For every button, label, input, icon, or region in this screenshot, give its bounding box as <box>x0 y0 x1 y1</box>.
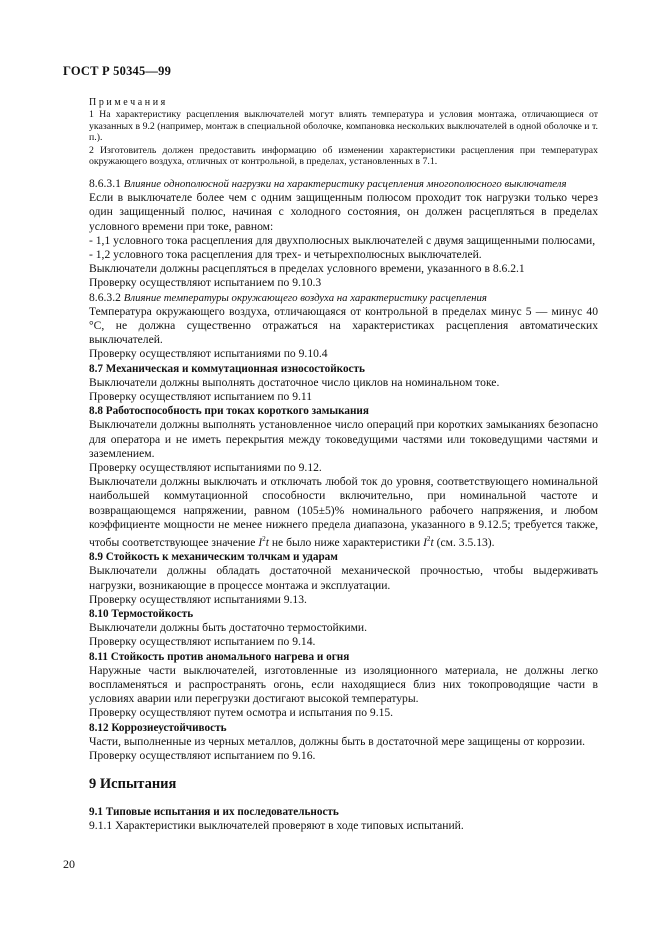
section-812-p2: Проверку осуществляют испытанием по 9.16. <box>89 748 316 762</box>
section-89-title: 8.9 Стойкость к механическим толчкам и ударам <box>89 551 338 564</box>
section-87-p1: Выключатели должны выполнять достаточное число циклов на номинальном токе. <box>89 375 500 389</box>
section-8631-item-2: - 1,2 условного тока расцепления для трех- и четырехполюсных выключателей. <box>89 247 482 261</box>
section-8631-p1: Если в выключателе более чем с одним защищенным полюсом проходит ток нагрузки только через один защищенный полюс, начиная с холодного состояния, он должен расцепляться в пределах условного времени при токе, равном: <box>89 191 598 233</box>
section-8632-heading <box>89 291 598 305</box>
page-number: 20 <box>63 857 75 871</box>
section-88-title: 8.8 Работоспособность при токах короткого замыкания <box>89 405 369 418</box>
section-87-p2: Проверку осуществляют испытанием по 9.11 <box>89 390 313 404</box>
section-811-p2: Проверку осуществляют путем осмотра и испытания по 9.15. <box>89 706 394 720</box>
section-88-p3-part-e: (см. 3.5.13). <box>436 535 495 549</box>
section-88-p3-t2: t <box>430 535 434 549</box>
section-89-p2: Проверку осуществляют испытаниями 9.13. <box>89 592 307 606</box>
section-88-p2: Проверку осуществляют испытаниями по 9.12. <box>89 461 322 475</box>
note-1: 1 На характеристику расцепления выключателей могут влиять температура и условия монтажа, отличающиеся от указанных в 9.2 (например, монтаж в специальной оболочке, компановка нескольких выключателей в одной оболочке и т. п.). <box>89 109 598 144</box>
section-8631-title: Влияние однополюсной нагрузки на характеристику расцепления многополюсного выключателя <box>123 177 567 190</box>
section-8632-p1: Температура окружающего воздуха, отличающаяся от контрольной в пределах минус 5 — минус 40 °С, не должна существенно отражаться на характеристиках расцепления автоматических выключателей. <box>89 304 598 347</box>
section-88-p3-t1: t <box>265 535 269 549</box>
notes-title: Примечания <box>89 97 168 108</box>
page-content <box>89 97 598 834</box>
section-8632-number: 8.6.3.2 <box>89 290 121 304</box>
section-8631-p3: Проверку осуществляют испытанием по 9.10.3 <box>89 276 322 290</box>
section-811-p1: Наружные части выключателей, изготовленные из изоляционного материала, не должны легко воспламеняться и распространять огонь, если находящиеся близ них токопроводящие части в условиях аварии или перегрузки достигают высокой температуры. <box>89 663 598 706</box>
section-810-p2: Проверку осуществляют испытанием по 9.14. <box>89 635 316 649</box>
section-88-p1: Выключатели должны выполнять установленное число операций при коротких замыканиях безопасно для оператора и не иметь перекрытия между токоведущими частями или токоведущими частями и заземлением. <box>89 418 598 460</box>
section-87-title: 8.7 Механическая и коммутационная износостойкость <box>89 362 365 375</box>
section-91-title: 9.1 Типовые испытания и их последовательность <box>89 806 339 819</box>
section-9-title: 9 Испытания <box>89 776 177 793</box>
section-810-title: 8.10 Термостойкость <box>89 607 194 620</box>
section-88-p3: Выключатели должны выключать и отключать любой ток до уровня, соответствующего номинальной наибольшей коммутационной способности включительно, при номинальной частоте и возвращающемся напряжении, равном (105±5)% номинального рабочего напряжения, и любом коэффициенте мощности не менее нижнего предела диапазона, указанного в 9.12.5; требуется также, чтобы соответствующее значение $I^2t$ не было ниже характеристики $I^2t$ (см. 3.5.13). <box>89 475 598 549</box>
section-8631-p2: Выключатели должны расцепляться в пределах условного времени, указанного в 8.6.2.1 <box>89 262 525 276</box>
section-811-title: 8.11 Стойкость против аномального нагрева и огня <box>89 650 350 663</box>
note-2: 2 Изготовитель должен предоставить информацию об изменении характеристики расцепления при температурах окружающего воздуха, отличных от контрольной, в пределах, установленных в 7.1. <box>89 144 598 168</box>
document-code-header: ГОСТ Р 50345—99 <box>63 64 172 78</box>
section-911-p1: 9.1.1 Характеристики выключателей проверяют в ходе типовых испытаний. <box>89 819 464 833</box>
section-8631-item-1: - 1,1 условного тока расцепления для двухполюсных выключателей с двумя защищенными полюсами, <box>89 233 596 247</box>
section-8631-heading <box>89 177 598 191</box>
section-89-p1: Выключатели должны обладать достаточной механической прочностью, чтобы выдерживать нагрузки, возникающие в процессе монтажа и эксплуатации. <box>89 564 598 592</box>
section-88-p3-part-a: Выключатели должны выключать и отключать любой ток до уровня, соответствующего номинальной наибольшей коммутационной способности включительно, при номинальной частоте и возвращающемся напряжении, равном (105±5)% номинального рабочего напряжения, и любом коэффициенте мощности не менее нижнего предела диапазона, указанного в 9.12.5; требуется также, чтобы соответствующее значение <box>89 475 598 549</box>
section-8632-p2: Проверку осуществляют испытаниями по 9.10.4 <box>89 347 328 361</box>
section-812-p1: Части, выполненные из черных металлов, должны быть в достаточной мере защищены от коррозии. <box>89 734 586 748</box>
section-8631-number: 8.6.3.1 <box>89 176 121 190</box>
section-8632-title: Влияние температуры окружающего воздуха на характеристику расцепления <box>123 291 487 304</box>
section-810-p1: Выключатели должны быть достаточно термостойкими. <box>89 621 368 635</box>
section-88-p3-part-c: не было ниже характеристики <box>271 535 421 549</box>
section-812-title: 8.12 Коррозиеустойчивость <box>89 721 227 734</box>
